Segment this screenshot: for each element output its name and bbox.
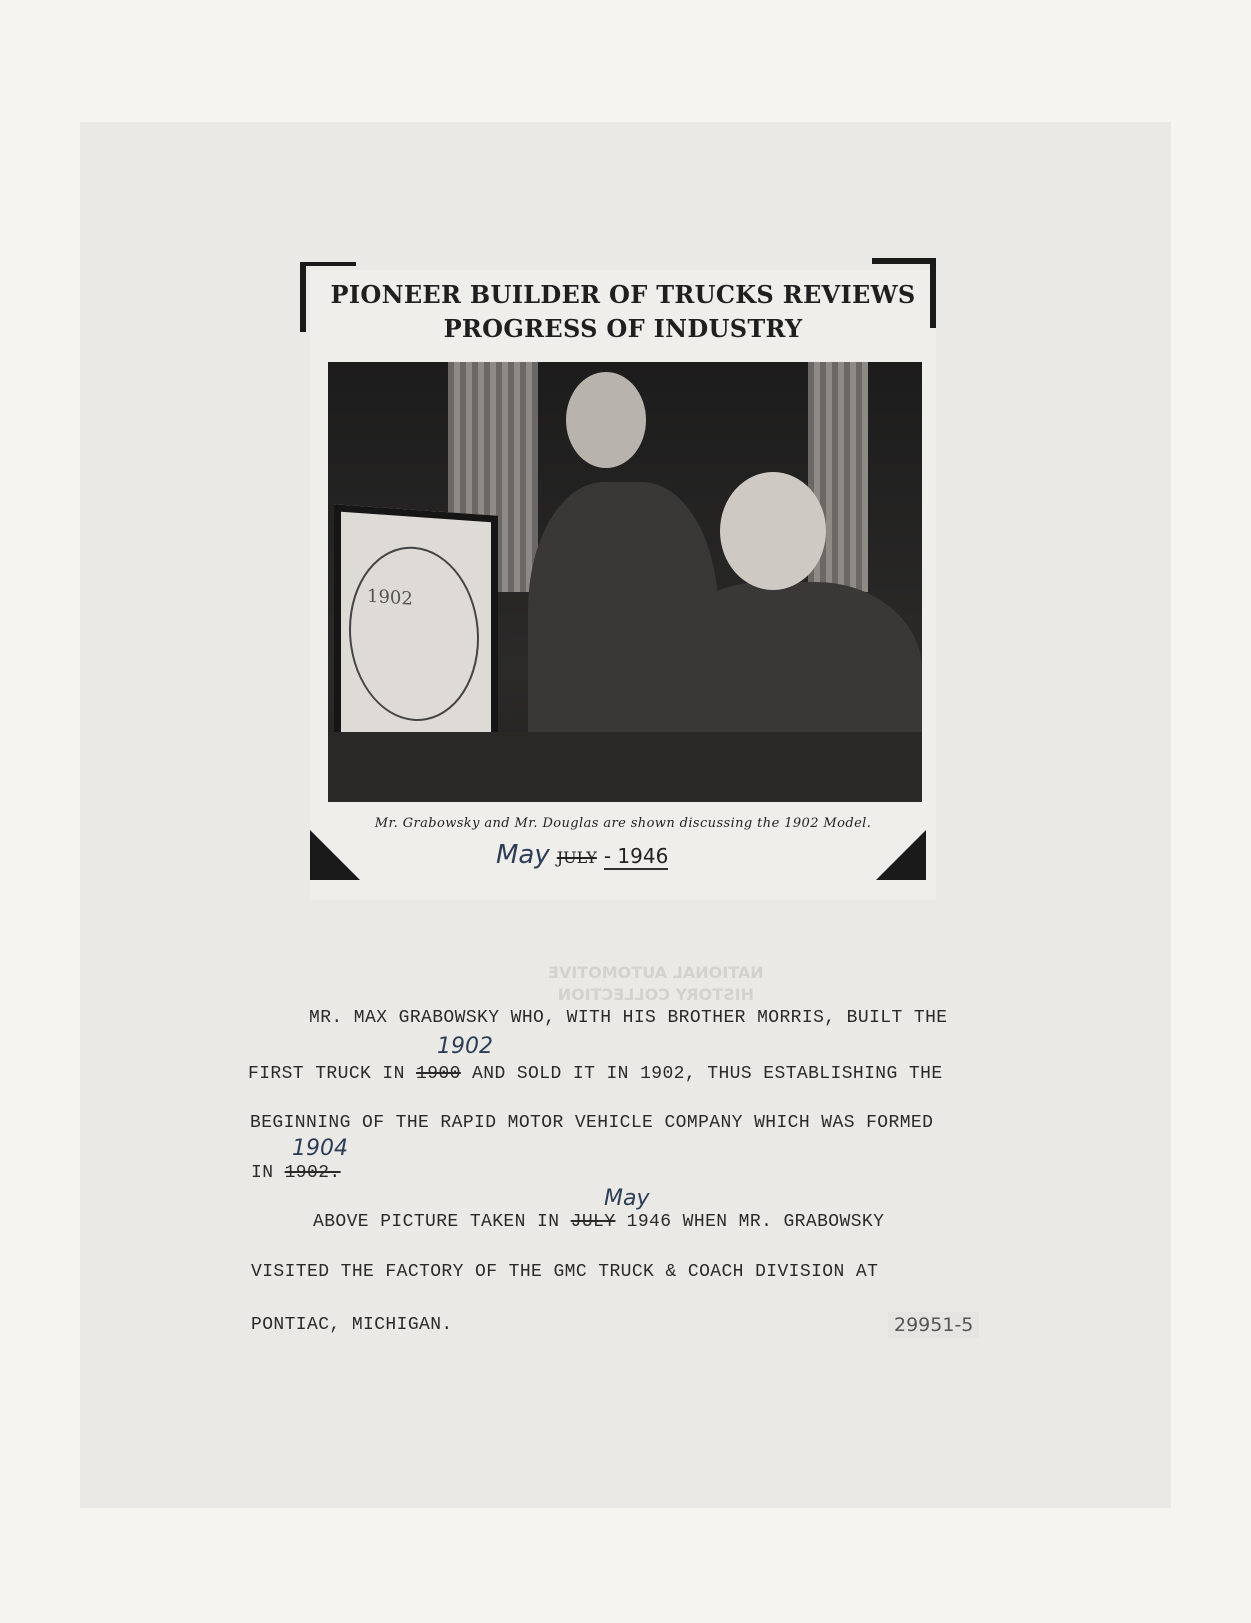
- standing-man-head: [566, 372, 646, 468]
- struck-july: JULY: [570, 1212, 616, 1232]
- seated-man-head: [720, 472, 826, 590]
- reference-number: 29951-5: [888, 1312, 979, 1338]
- correction-1904: 1904: [292, 1136, 348, 1161]
- typed-line-5: ABOVE PICTURE TAKEN IN JULY 1946 WHEN MR. GRABOWSKY: [313, 1212, 885, 1232]
- desk: [328, 732, 922, 802]
- photo-corner-top-left: [300, 262, 306, 332]
- drawing-circle: [349, 542, 479, 725]
- photo-corner-top-left-h: [300, 262, 356, 266]
- news-photo: [328, 362, 922, 802]
- correction-1902: 1902: [437, 1034, 493, 1059]
- typed-line-6: VISITED THE FACTORY OF THE GMC TRUCK & COACH DIVISION AT: [251, 1262, 879, 1282]
- handwritten-date: [496, 840, 668, 870]
- photo-corner-top-right-h: [872, 258, 936, 264]
- typed-line-1: MR. MAX GRABOWSKY WHO, WITH HIS BROTHER MORRIS, BUILT THE: [309, 1008, 948, 1028]
- headline-line-1: PIONEER BUILDER OF TRUCKS REVIEWS: [330, 280, 916, 309]
- struck-1900: 1900: [416, 1064, 461, 1084]
- struck-1902: 1902.: [284, 1163, 341, 1183]
- framed-truck-drawing: [334, 504, 498, 769]
- date-year: - 1946: [603, 844, 669, 868]
- typed-line-7: PONTIAC, MICHIGAN.: [251, 1315, 453, 1335]
- typed-line-2: FIRST TRUCK IN 1900 AND SOLD IT IN 1902, THUS ESTABLISHING THE: [248, 1064, 943, 1084]
- correction-may: May: [604, 1186, 650, 1211]
- typed-line-3: BEGINNING OF THE RAPID MOTOR VEHICLE COMPANY WHICH WAS FORMED: [250, 1113, 934, 1133]
- watermark-showthrough: NATIONAL AUTOMOTIVE HISTORY COLLECTION: [548, 963, 764, 1004]
- date-correction: May: [496, 840, 550, 870]
- typed-line-4: IN 1902.: [251, 1163, 341, 1183]
- drawing-year-label: 1902: [367, 585, 413, 610]
- headline-line-2: PROGRESS OF INDUSTRY: [443, 314, 803, 343]
- date-struck-month: JULY: [556, 848, 597, 867]
- photo-caption: Mr. Grabowsky and Mr. Douglas are shown discussing the 1902 Model.: [374, 816, 872, 831]
- clipping-headline: [312, 278, 934, 346]
